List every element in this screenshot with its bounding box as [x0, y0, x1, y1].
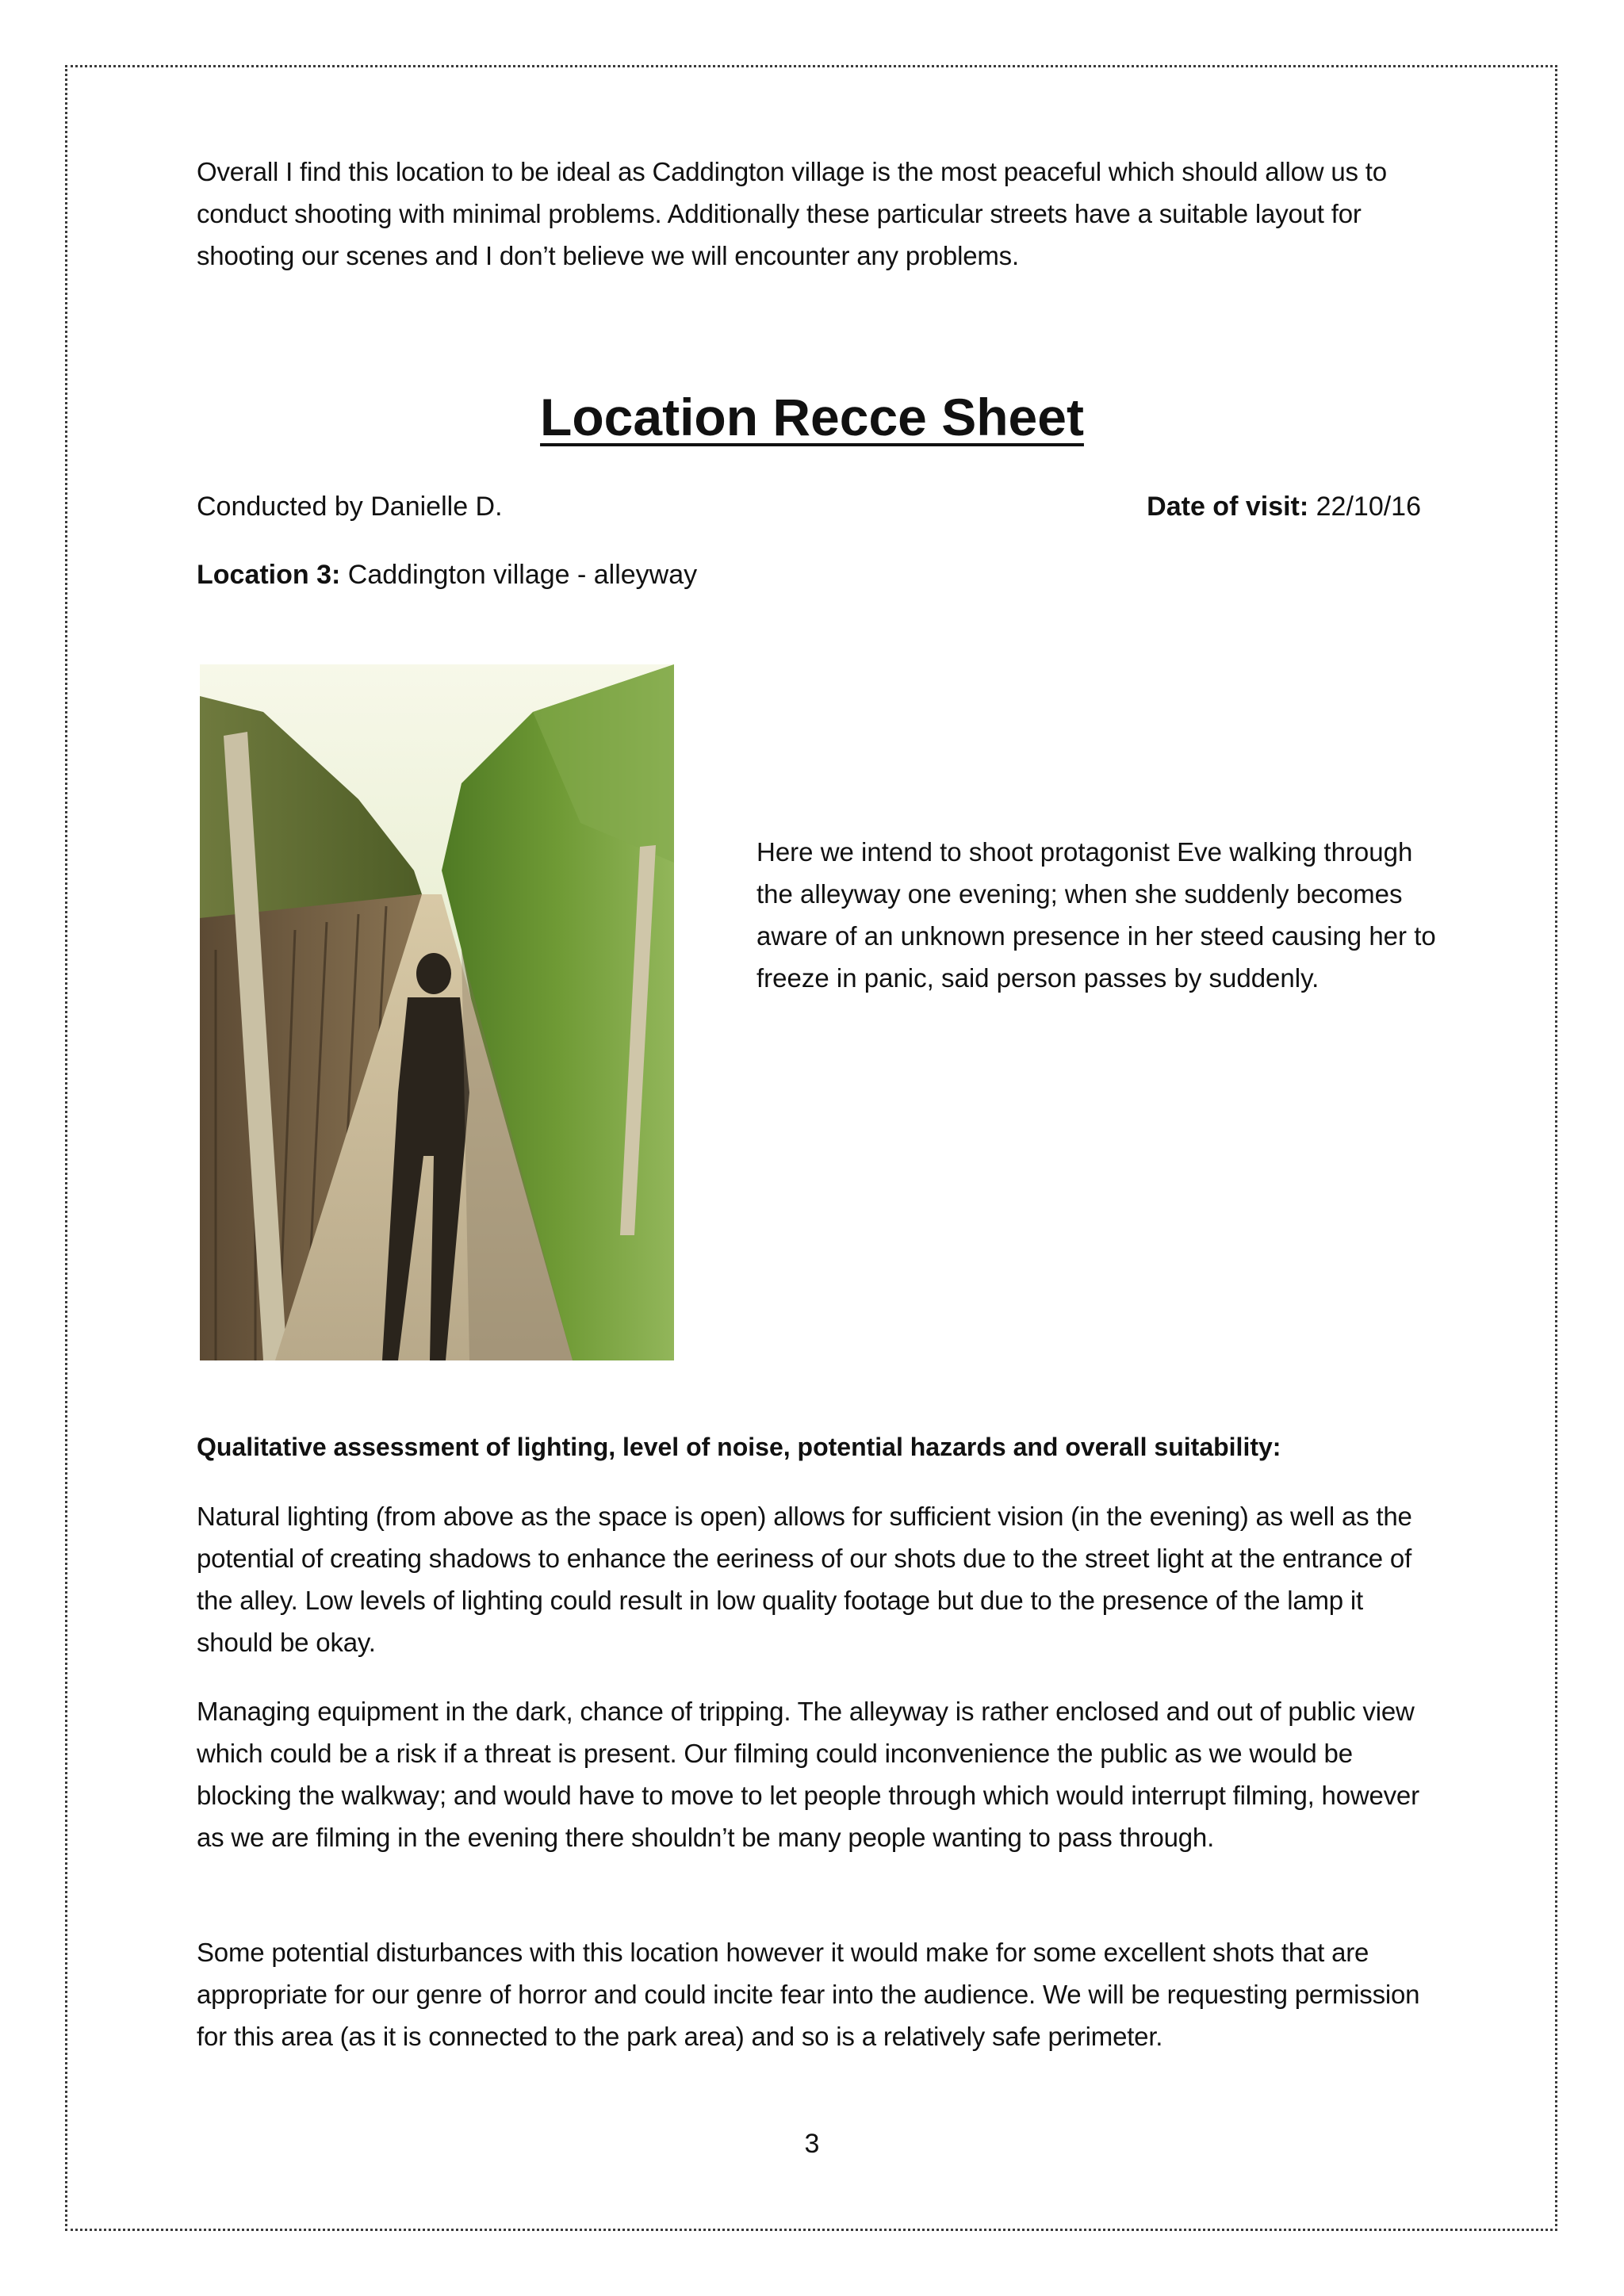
location-line: [197, 553, 697, 596]
assessment-paragraph-suitability: Some potential disturbances with this location however it would make for some excellent shots that are appropriate for our genre of horror and could incite fear into the audience. We will be requesting permission for this area (as it is connected to the park area) and so is a relatively safe perimeter.: [197, 1938, 1420, 2051]
date-of-visit: [1147, 485, 1421, 528]
date-value: 22/10/16: [1308, 492, 1421, 522]
location-label: Location 3:: [197, 560, 341, 590]
intro-paragraph: Overall I find this location to be ideal as Caddington village is the most peaceful which should allow us to conduct shooting with minimal problems. Additionally these particular streets have a suitable layout for shooting our scenes and I don’t believe we will encounter any problems.: [197, 157, 1387, 270]
page-title: Location Recce Sheet: [540, 388, 1084, 446]
page-number: 3: [804, 2129, 820, 2159]
alleyway-photo: [200, 664, 674, 1360]
location-value: Caddington village - alleyway: [340, 560, 698, 590]
assessment-paragraph-lighting: Natural lighting (from above as the space is open) allows for sufficient vision (in the evening) as well as the potential of creating shadows to enhance the eeriness of our shots due to the street light at the entrance of the alley. Low levels of lighting could result in low quality footage but due to the presence of the lamp it should be okay.: [197, 1502, 1412, 1657]
date-label: Date of visit:: [1147, 492, 1309, 522]
alleyway-photo-drawing: [200, 664, 674, 1360]
conducted-by: Conducted by Danielle D.: [197, 492, 503, 522]
assessment-heading: Qualitative assessment of lighting, level of noise, potential hazards and overall suitability:: [197, 1433, 1281, 1461]
photo-caption: Here we intend to shoot protagonist Eve walking through the alleyway one evening; when she suddenly becomes aware of an unknown presence in her steed causing her to freeze in panic, said person passes by suddenly.: [756, 837, 1436, 993]
assessment-paragraph-hazards: Managing equipment in the dark, chance of tripping. The alleyway is rather enclosed and out of public view which could be a risk if a threat is present. Our filming could inconvenience the public as we would be blocking the walkway; and would have to move to let people through which would interrupt filming, however as we are filming in the evening there shouldn’t be many people wanting to pass through.: [197, 1697, 1419, 1852]
